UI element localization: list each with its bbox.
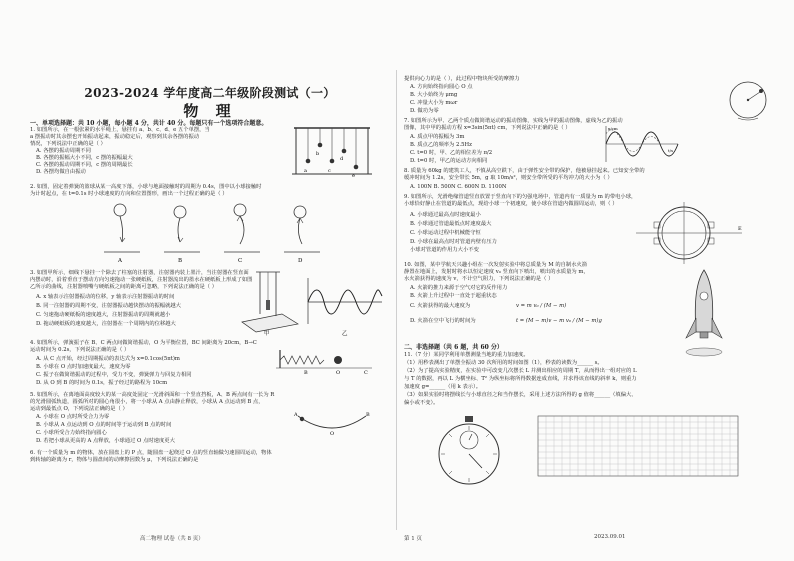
q6-option: A. 方向始终指向圆心 O 点 (410, 84, 473, 90)
q2-ball-figures (100, 200, 340, 264)
q2-figure-a (104, 204, 140, 252)
q5-line: 的光滑圆弧轨道，圆弧所对的圆心角很小，将一小球从 A 点由静止释放，小球从 A 点运动到 B 点， (30, 399, 264, 405)
q10-line: 水火箭获得的速度为 v，不计空气阻力，下列说法正确的是（ ） (404, 276, 554, 282)
q9-field-label: E (738, 226, 742, 232)
q2-label-d: D (298, 258, 303, 264)
q10-formula-c: v = m v₀ / (M − m) (516, 303, 567, 309)
q6-line: 到转轴的距离为 r，物体与圆盘间的动摩擦因数为 μ，下列说法正确的是 (30, 457, 199, 463)
q7-line: 图像，其中甲的振动方程 x=3sin(5πt) cm，下列说法中正确的是（ ） (404, 125, 571, 131)
q11-line: 11.（7 分）某同学利用单摆测量当地的重力加速度。 (404, 352, 529, 358)
q11-stopwatch-figure (434, 410, 504, 490)
q3-option: B. 同一注射器的周期不变，注射器振动越快摆动的振幅就越大 (36, 303, 181, 309)
q8-options: A. 100N B. 500N C. 600N D. 1100N (410, 184, 507, 190)
subject-title: 物 理 (183, 102, 237, 120)
q5-option: A. 小球在 O 点时所受合力为零 (36, 414, 110, 420)
q10-rocket-figure (674, 268, 734, 360)
q1-option: A. 各摆的振动周期不同 (36, 148, 91, 154)
q6-option: B. 大小始终为 μmg (410, 92, 458, 98)
q6-line: 6. 有一个质量为 m 的物体，放在圆盘上的 P 点，随圆盘一起绕过 O 点的竖直轴做匀速圆周运动，物体 (30, 450, 272, 456)
right-column (404, 0, 784, 561)
point-label: C (364, 370, 368, 376)
q3-syringe-figure (236, 266, 386, 336)
q6-cont-line: 提供向心力的是（ ），此过程中物块所受的摩擦力 (404, 76, 520, 82)
q2-line: 2. 如图，固定着弹簧的篮球从某一高度下落，小球与地面接触时的周期为 0.4s，图中以小球接触时 (30, 184, 262, 190)
q7-graph-figure (600, 124, 680, 164)
q8-line: 缓冲时间为 1.2s，安全带长 5m，g 取 10m/s²，则安全带所受的平均冲力的大小为（ ） (404, 175, 613, 181)
q1-line: 1. 如图所示，在一根张紧的水平绳上，悬挂有 a、b、c、d、e 五个单摆，当 (30, 127, 210, 133)
q10-line: 静置在地面上，发射时将水以恒定速度 v₀ 竖直向下喷出，喷出的水质量为 m， (404, 269, 589, 275)
q3-label-yi: 乙 (342, 331, 348, 337)
q2-label-c: C (238, 258, 243, 264)
point-label: B (366, 412, 370, 418)
exam-title: 2023-2024 学年度高二年级阶段测试（一） (84, 86, 336, 100)
q5-option: C. 小球所受合力始终指向圆心 (36, 430, 107, 436)
q2-line: 为计时起点，在 t=0.1s 时小球速度的方向和位置图形，画出一个过程正确的是（ ） (30, 191, 228, 197)
q6-disc-figure (720, 78, 776, 122)
q9-option: D. 小球在最高点时对管道内壁有压力 (410, 239, 497, 245)
q1-option: D. 各摆均做自由振动 (36, 169, 86, 175)
q7-option: D. t=0 时，甲乙的运动方向相同 (410, 158, 488, 164)
q10-option: D. 火箭在空中飞行的时间为 (410, 318, 476, 324)
footer-left: 高二物理 试卷（共 8 页） (140, 536, 204, 542)
q3-line: 乙所示的曲线，注射器喷嘴与硬纸板之间的距离可忽略，下列说法正确的是（ ） (30, 284, 218, 290)
q11-line: （2）为了提高实验精度，在实验中可改变几次摆长 L 并测出相应的周期 T，从而得出一组对应的 L (404, 368, 637, 374)
section-2-heading: 二、非选择题（共 6 题，共 60 分） (404, 344, 503, 351)
footer-date: 2023.09.01 (594, 534, 626, 540)
q2-figure-c (224, 204, 260, 252)
q8-line: 8. 质量为 60kg 的建筑工人，不慎从高空跌下，由于弹性安全带的保护，他被悬挂起来。已知安全带的 (404, 168, 645, 174)
q11-grid-figure (534, 412, 744, 482)
q9-tube-figure (630, 200, 750, 266)
footer-page: 第 1 页 (404, 536, 422, 542)
left-column (30, 0, 390, 561)
q10-formula-d: t = (M − m)v − m v₀ / (M − m)g (516, 318, 602, 324)
q9-line: 小球恰好静止在管道的最低点，现给小球一个初速度，使小球在管道内做圆周运动，则（ ） (404, 201, 618, 207)
q5-line: 运动到最低点 O，下列说法正确的是（ ） (30, 406, 128, 412)
q10-option: C. 火箭获得的最大速度为 (410, 303, 471, 309)
q1-option: B. 各摆的振幅大小不同，c 摆的振幅最大 (36, 155, 133, 161)
q9-line: 9. 如图所示，光滑绝缘管道竖直放置于竖直向下的匀强电场中，管道内有一质量为 m 的带电小球， (404, 194, 637, 200)
q1-option: C. 各摆的振动周期不同，c 摆的周期最长 (36, 162, 133, 168)
q9-option: C. 小球运动过程中机械能守恒 (410, 230, 481, 236)
q5-option: D. 若把小球从更高的 A 点释放，小球通过 O 点时速度更大 (36, 438, 175, 444)
q11-line: （3）如果实验时将摆线长与小球直径之和当作摆长，采用上述方法所得的 g 值将______（填偏大、 (404, 392, 637, 398)
point-label: O (336, 370, 341, 376)
pendulum-label: a (304, 168, 307, 174)
q9-option: A. 小球通过最高点时速度最小 (410, 212, 481, 218)
q11-line: 与 T 的数据，再以 L 为横坐标、T² 为纵坐标将所得数据连成直线，并求得该直线的斜率 k，则重力 (404, 376, 637, 382)
q7-y-axis-label: x/cm (608, 126, 618, 131)
q4-option: C. 振子在做简谐振动的过程中，受力不变，弹簧弹力与回复力相同 (36, 372, 192, 378)
q4-option: B. 小球在 O 点时加速度最大，速度为零 (36, 364, 131, 370)
q10-option: B. 火箭上升过程中一直处于超重状态 (410, 293, 497, 299)
q10-line: 10. 如图，某中学航天兴趣小组在一次发射实验中将总质量为 M 的自制水火箭 (404, 262, 588, 268)
q7-line: 7. 如图所示为甲、乙两个质点做简谐运动的振动图像，实线为甲的振动图像，虚线为乙的振动 (404, 118, 623, 124)
q1-line: 情况，下列说法中正确的是（ ） (30, 141, 106, 147)
q3-line: 内摆动时，沿着垂直于摆动方向匀速拖动一张硬纸板，注射器流出的墨水在硬纸板上形成了如图 (30, 277, 253, 283)
q1-pendulum-figure (292, 122, 372, 178)
column-divider (396, 70, 397, 530)
q2-figure-b (164, 206, 200, 252)
q11-line: （1）用秒表测出了单摆全振动 30 次所用的时间如图（1），秒表的读数为______ s。 (404, 360, 603, 366)
section-1-heading: 一、单项选择题：共 10 小题，每小题 4 分，共计 40 分。每题只有一个选项符合题意。 (30, 120, 268, 127)
q10-option: A. 火箭的推力来源于空气对它的反作用力 (410, 285, 508, 291)
q11-line: 加速度 g=______（用 k 表示）。 (404, 384, 482, 390)
q2-figure-d (284, 206, 320, 252)
pendulum-label: e (352, 173, 355, 179)
q3-option: D. 拖动硬纸板的速度越大，注射器在一个周期内的位移越大 (36, 321, 176, 327)
point-label: B (304, 370, 308, 376)
q3-line: 3. 如图甲所示，细线下悬挂一个除去了柱塞的注射器，注射器内装上墨汁，当注射器在竖直面 (30, 270, 249, 276)
pendulum-label: d (340, 156, 344, 162)
q4-option: D. 从 O 到 B 的时间为 0.1s，振子经过的路程为 10cm (36, 380, 168, 386)
pendulum-label: c (328, 168, 331, 174)
q6-option: D. 做功为零 (410, 108, 439, 114)
q4-option: A. 从 C 点开始，经过周期振动的表达式为 x=0.1cos(5πt)m (36, 356, 180, 362)
q3-option: A. x 轴表示注射器振动的位移，y 轴表示注射器振动的时间 (36, 294, 175, 300)
q7-x-axis-label: t/s (668, 148, 674, 153)
q9-option: 小球对管道的作用力大小不变 (410, 247, 479, 253)
q4-spring-figure (276, 346, 372, 374)
q4-line: 运动时间为 0.2s，下列说法正确的是（ ） (30, 347, 130, 353)
q5-arc-figure (292, 410, 372, 436)
q5-option: B. 小球从 A 点运动到 O 点的时间等于运动到 B 点的时间 (36, 422, 172, 428)
q6-option: C. 冲量大小为 mωr (410, 100, 458, 106)
q7-option: A. 质点甲的振幅为 3m (410, 134, 465, 140)
q5-line: 5. 如图所示，在离地面高度较大的某一高度处固定一光滑斜面和一个竖直挡板，A、B 两点间有一长为 R (30, 392, 275, 398)
q1-line: a 摆振动时其余摆也开始振动起来，振动稳定后，观察到其余各摆的振动 (30, 134, 200, 140)
pendulum-label: b (316, 151, 320, 157)
q7-option: B. 质点乙的频率为 2.5Hz (410, 142, 472, 148)
q2-label-a: A (118, 258, 122, 264)
q3-option: C. 匀速拖动硬纸板的速度越大，注射器振动的周期就越小 (36, 312, 171, 318)
point-label: A (294, 412, 298, 418)
point-label: O (330, 431, 335, 437)
q9-option: B. 小球通过管道最低点时速度最大 (410, 221, 492, 227)
q2-label-b: B (178, 258, 183, 264)
q4-line: 4. 如图所示，弹簧振子在 B、C 两点间做简谐振动，O 为平衡位置，BC 间距离为 20cm，B→C (30, 340, 257, 346)
q11-line: 偏小或不变）。 (404, 400, 439, 406)
q7-option: C. t=0 时，甲、乙的相位差为 π/2 (410, 150, 493, 156)
q3-label-jia: 甲 (264, 331, 270, 337)
